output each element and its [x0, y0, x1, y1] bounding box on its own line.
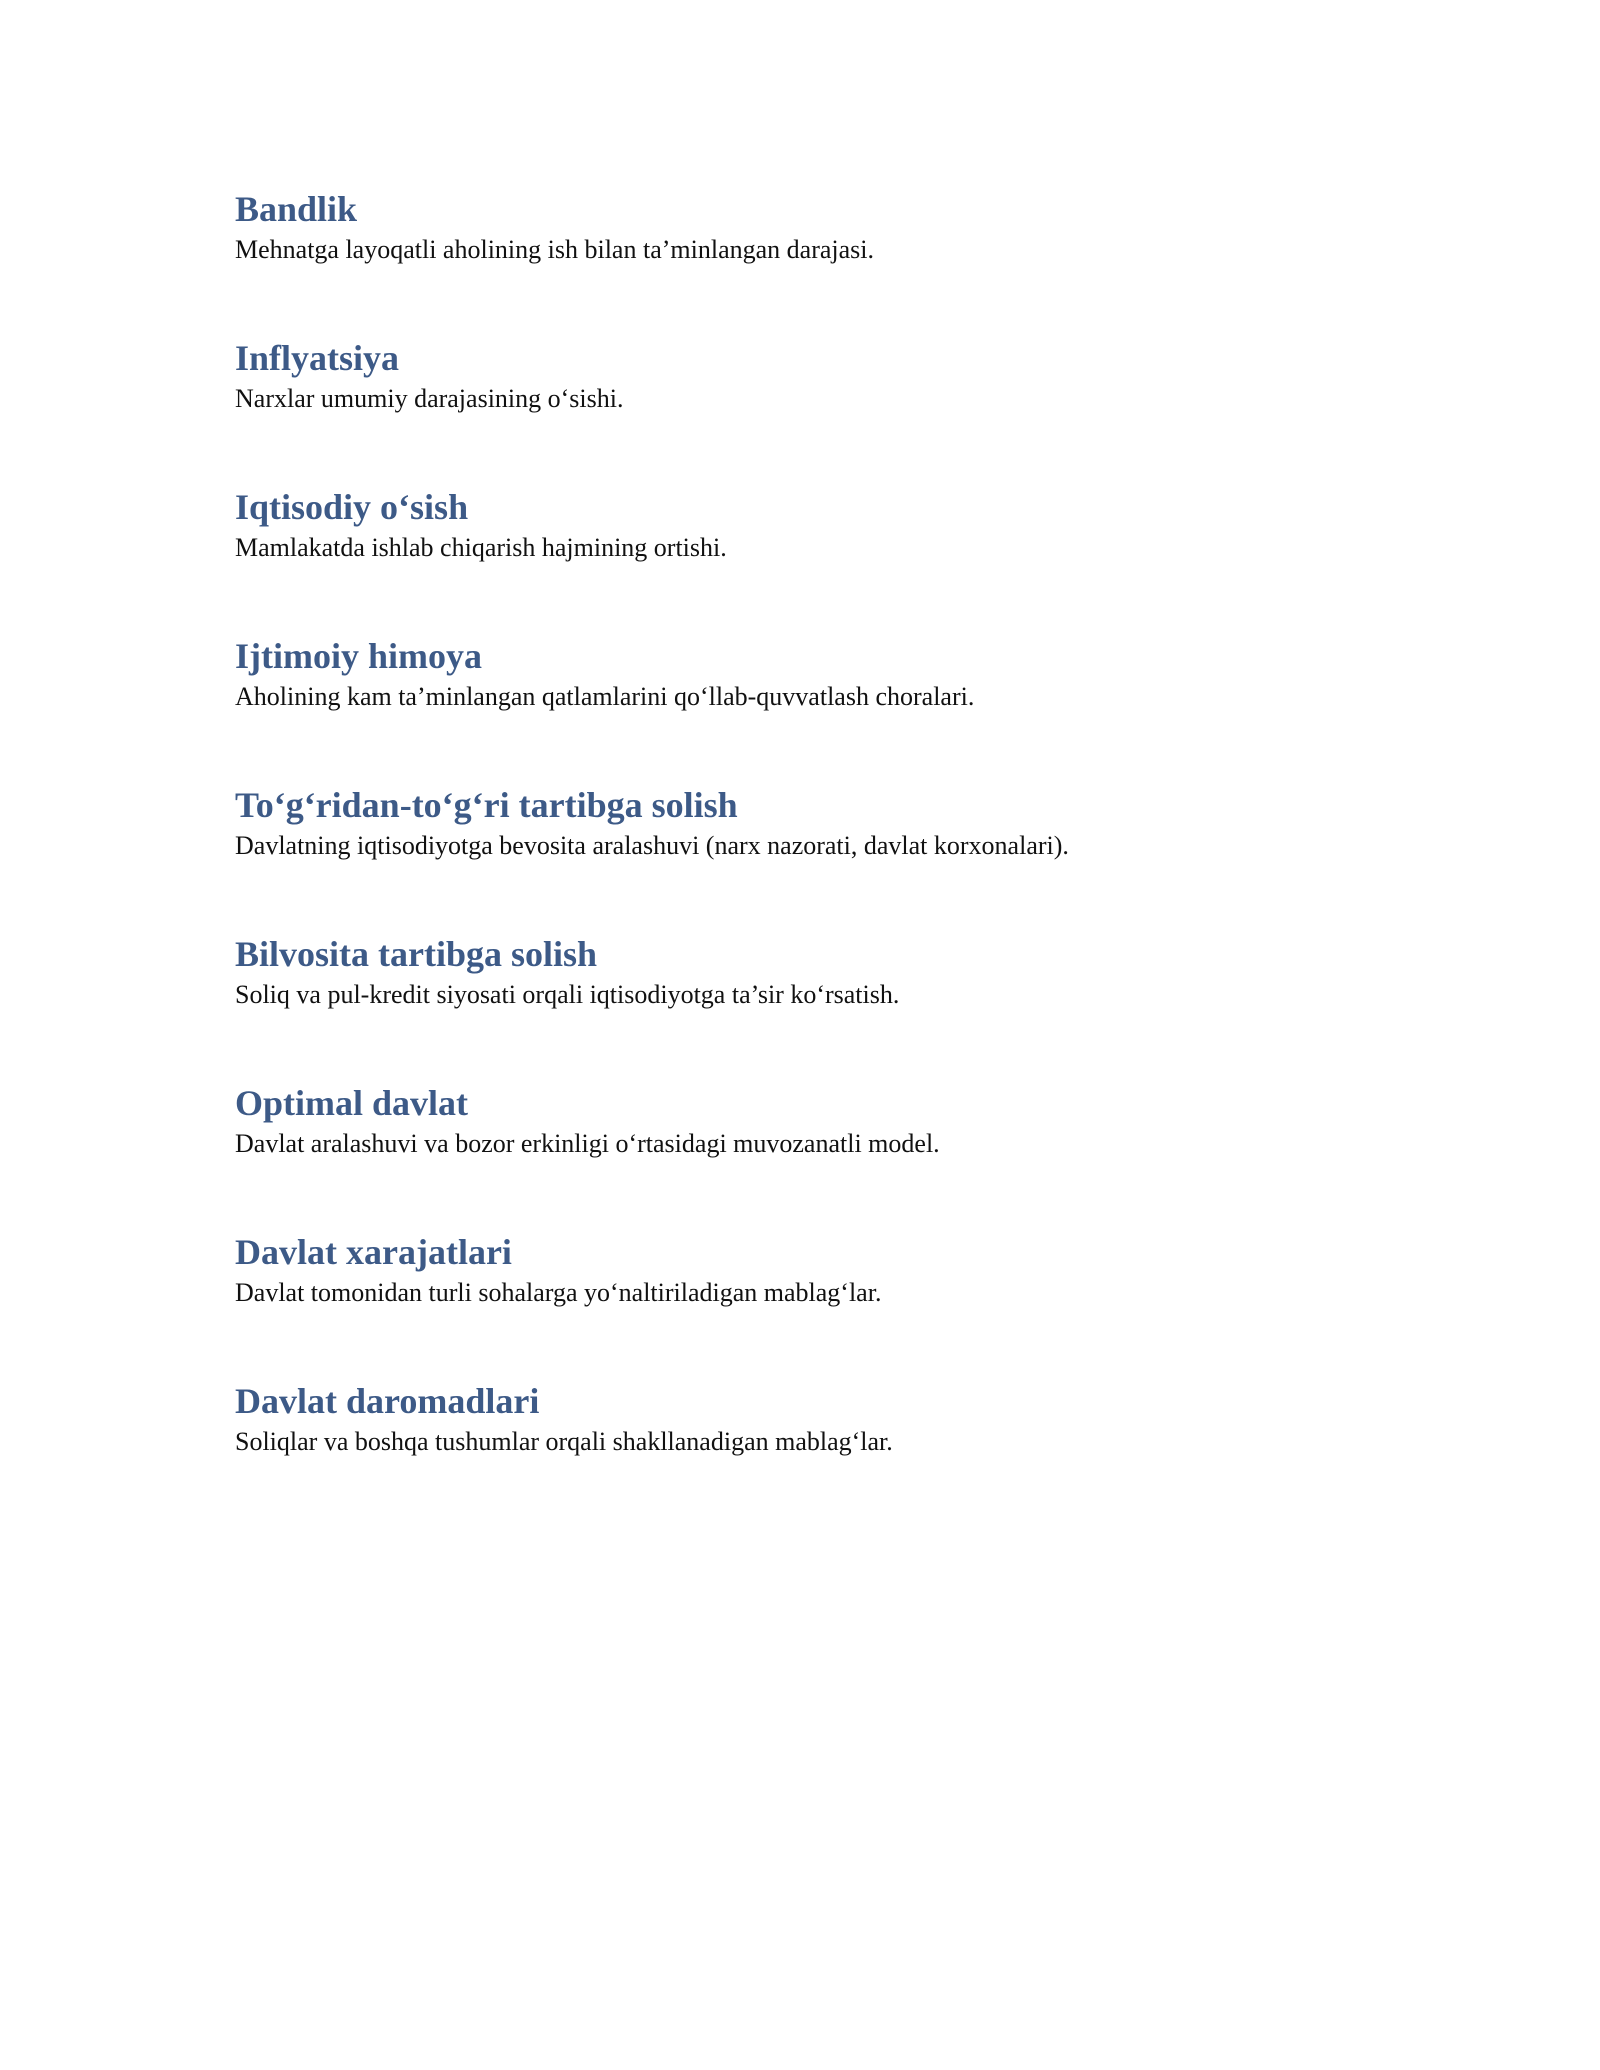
- glossary-list: [235, 186, 1365, 1527]
- term-heading: Inflyatsiya: [235, 338, 400, 378]
- glossary-entry-inflyatsiya: [235, 335, 1365, 484]
- term-definition: Soliq va pul-kredit siyosati orqali iqtisodiyotga ta’sir ko‘rsatish.: [235, 980, 900, 1009]
- term-definition: Mehnatga layoqatli aholining ish bilan ta’minlangan darajasi.: [235, 235, 874, 264]
- term-heading: Bilvosita tartibga solish: [235, 934, 598, 974]
- glossary-entry-iqtisodiy-osish: [235, 484, 1365, 633]
- glossary-entry-davlat-xarajatlari: [235, 1229, 1365, 1378]
- term-definition: Soliqlar va boshqa tushumlar orqali shakllanadigan mablag‘lar.: [235, 1427, 893, 1456]
- glossary-entry-togridan-togri-tartibga-solish: [235, 782, 1365, 931]
- glossary-entry-bandlik: [235, 186, 1365, 335]
- term-heading: Iqtisodiy o‘sish: [235, 487, 469, 527]
- term-heading: Optimal davlat: [235, 1083, 469, 1123]
- term-definition: Narxlar umumiy darajasining o‘sishi.: [235, 384, 624, 413]
- term-definition: Davlat tomonidan turli sohalarga yo‘naltiriladigan mablag‘lar.: [235, 1278, 882, 1307]
- term-definition: Davlatning iqtisodiyotga bevosita aralashuvi (narx nazorati, davlat korxonalari).: [235, 831, 1069, 860]
- glossary-entry-bilvosita-tartibga-solish: [235, 931, 1365, 1080]
- term-definition: Davlat aralashuvi va bozor erkinligi o‘rtasidagi muvozanatli model.: [235, 1129, 940, 1158]
- term-heading: Bandlik: [235, 189, 358, 229]
- term-heading: Ijtimoiy himoya: [235, 636, 482, 676]
- term-heading: Davlat xarajatlari: [235, 1232, 512, 1272]
- glossary-entry-optimal-davlat: [235, 1080, 1365, 1229]
- glossary-entry-ijtimoiy-himoya: [235, 633, 1365, 782]
- term-definition: Mamlakatda ishlab chiqarish hajmining ortishi.: [235, 533, 727, 562]
- glossary-entry-davlat-daromadlari: [235, 1378, 1365, 1527]
- term-heading: To‘g‘ridan-to‘g‘ri tartibga solish: [235, 785, 738, 825]
- term-heading: Davlat daromadlari: [235, 1381, 540, 1421]
- term-definition: Aholining kam ta’minlangan qatlamlarini qo‘llab-quvvatlash choralari.: [235, 682, 975, 711]
